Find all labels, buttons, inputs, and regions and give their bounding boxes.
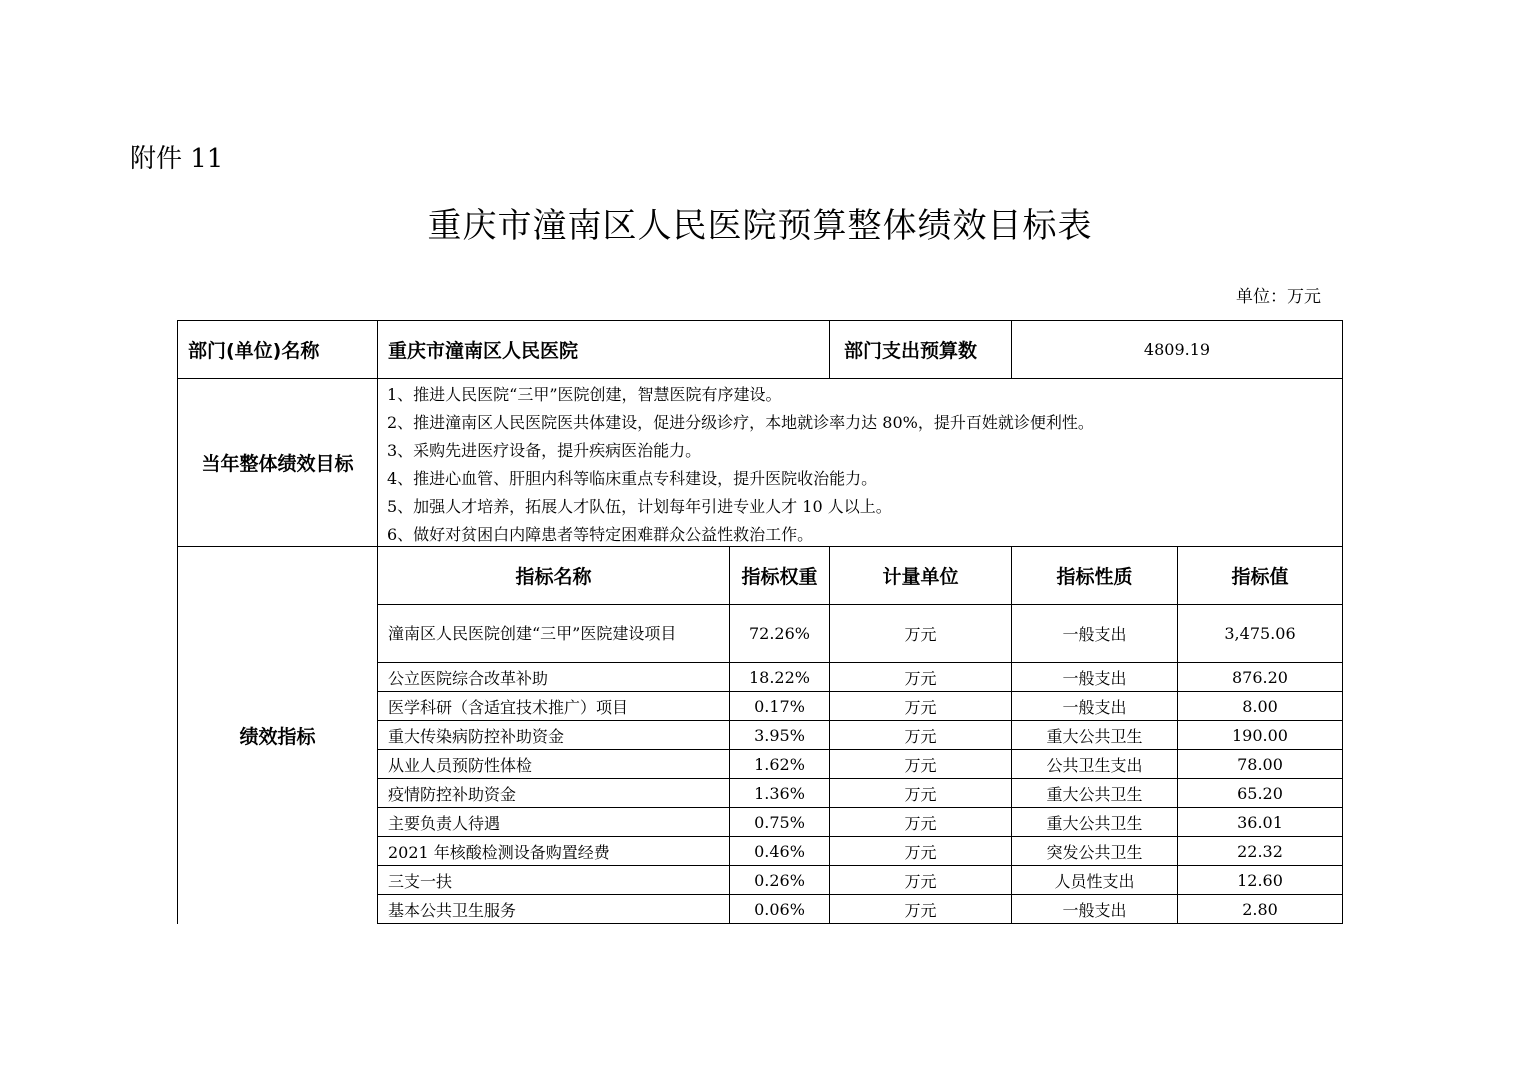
indicator-value: 190.00: [1232, 725, 1288, 745]
indicator-name-cell: [378, 837, 729, 865]
indicator-unit: 万元: [904, 842, 937, 862]
indicator-name: 三支一扶: [388, 871, 453, 891]
indicator-value: 12.60: [1237, 870, 1283, 890]
indicators-label: 绩效指标: [239, 726, 316, 748]
indicator-value: 22.32: [1237, 841, 1283, 861]
indicator-unit-cell: [830, 866, 1011, 894]
indicator-nature-cell: [1012, 605, 1177, 662]
indicator-value: 65.20: [1237, 783, 1283, 803]
goal-item: 5、加强人才培养，拓展人才队伍，计划每年引进专业人才 10 人以上。: [387, 497, 892, 516]
indicator-unit: 万元: [904, 625, 937, 644]
budget-value: 4809.19: [1143, 340, 1211, 359]
indicator-weight-cell: [730, 605, 829, 662]
indicator-nature-cell: [1012, 837, 1177, 865]
column-header-unit: 计量单位: [882, 566, 959, 588]
indicator-name-cell: [378, 692, 729, 720]
dept-name: 重庆市潼南区人民医院: [388, 340, 579, 362]
performance-target-table: [177, 320, 1343, 924]
indicator-value-cell: [1178, 605, 1342, 662]
indicator-weight: 0.46%: [754, 841, 805, 861]
indicator-value: 2.80: [1242, 899, 1278, 919]
indicator-unit-cell: [830, 750, 1011, 778]
indicator-nature: 重大公共卫生: [1046, 784, 1143, 804]
indicator-name-cell: [378, 895, 729, 923]
indicator-unit-cell: [830, 663, 1011, 691]
indicator-unit: 万元: [904, 668, 937, 688]
table-border-right: [1342, 320, 1343, 546]
goal-item: 1、推进人民医院“三甲”医院创建，智慧医院有序建设。: [387, 385, 782, 404]
indicator-name: 基本公共卫生服务: [388, 900, 517, 920]
indicator-nature: 公共卫生支出: [1046, 755, 1143, 775]
indicator-weight: 1.62%: [754, 754, 805, 774]
budget-label: 部门支出预算数: [844, 340, 978, 362]
indicator-weight-cell: [730, 866, 829, 894]
indicator-nature: 突发公共卫生: [1046, 842, 1143, 862]
indicator-nature: 一般支出: [1062, 697, 1127, 717]
column-header-nature: 指标性质: [1056, 566, 1133, 588]
indicator-unit-cell: [830, 779, 1011, 807]
indicator-name-cell: [378, 779, 729, 807]
indicator-nature: 一般支出: [1062, 900, 1127, 920]
indicator-name-cell: [378, 721, 729, 749]
indicator-weight: 3.95%: [754, 725, 805, 745]
indicator-name: 2021 年核酸检测设备购置经费: [388, 842, 610, 862]
indicator-weight-cell: [730, 895, 829, 923]
indicator-nature: 重大公共卫生: [1046, 726, 1143, 746]
indicator-name: 医学科研（含适宜技术推广）项目: [388, 697, 629, 717]
indicator-value: 78.00: [1237, 754, 1283, 774]
indicator-nature-cell: [1012, 779, 1177, 807]
indicator-weight: 0.75%: [754, 812, 805, 832]
goal-item: 4、推进心血管、肝胆内科等临床重点专科建设，提升医院收治能力。: [387, 469, 878, 488]
indicator-nature-cell: [1012, 721, 1177, 749]
indicator-name-cell: [378, 808, 729, 836]
indicator-weight: 1.36%: [754, 783, 805, 803]
column-header-name: 指标名称: [515, 566, 592, 588]
indicator-weight-cell: [730, 808, 829, 836]
indicator-name-cell: [378, 605, 729, 662]
goal-item: 6、做好对贫困白内障患者等特定困难群众公益性救治工作。: [387, 525, 814, 544]
column-header-weight: 指标权重: [741, 566, 818, 588]
indicator-unit: 万元: [904, 784, 937, 804]
indicator-unit-cell: [830, 721, 1011, 749]
indicator-weight-cell: [730, 692, 829, 720]
indicator-name: 重大传染病防控补助资金: [388, 726, 565, 746]
unit-label: 单位：万元: [1236, 287, 1321, 307]
indicator-value-cell: [1178, 779, 1342, 807]
indicator-unit: 万元: [904, 871, 937, 891]
indicator-nature-cell: [1012, 895, 1177, 923]
indicator-value-cell: [1178, 866, 1342, 894]
indicator-name-cell: [378, 866, 729, 894]
indicator-name-cell: [378, 663, 729, 691]
indicator-weight-cell: [730, 779, 829, 807]
indicator-name: 潼南区人民医院创建“三甲”医院建设项目: [388, 624, 677, 643]
indicator-nature-cell: [1012, 663, 1177, 691]
indicator-nature-cell: [1012, 750, 1177, 778]
page-title: 重庆市潼南区人民医院预算整体绩效目标表: [427, 206, 1093, 246]
indicator-weight: 18.22%: [748, 667, 810, 687]
indicator-unit: 万元: [904, 755, 937, 775]
indicator-value-cell: [1178, 692, 1342, 720]
goals-label: 当年整体绩效目标: [201, 453, 354, 475]
goal-item: 2、推进潼南区人民医院医共体建设，促进分级诊疗，本地就诊率力达 80%，提升百姓就诊便利性。: [387, 413, 1094, 432]
indicator-weight: 0.06%: [754, 899, 805, 919]
indicator-value: 876.20: [1232, 667, 1288, 687]
indicator-weight: 0.17%: [754, 696, 805, 716]
indicator-value: 36.01: [1237, 812, 1283, 832]
indicator-value: 3,475.06: [1224, 624, 1296, 643]
indicator-unit: 万元: [904, 813, 937, 833]
indicator-weight-cell: [730, 663, 829, 691]
indicator-value-cell: [1178, 663, 1342, 691]
table-rule: [1342, 546, 1343, 924]
indicator-unit-cell: [830, 808, 1011, 836]
goals-list: [387, 378, 1337, 546]
indicator-weight-cell: [730, 837, 829, 865]
indicator-weight: 72.26%: [748, 624, 810, 643]
indicator-nature: 重大公共卫生: [1046, 813, 1143, 833]
indicator-value-cell: [1178, 721, 1342, 749]
dept-label: 部门(单位)名称: [188, 340, 320, 362]
indicator-name: 疫情防控补助资金: [388, 784, 517, 804]
indicator-value-cell: [1178, 895, 1342, 923]
indicator-nature: 一般支出: [1062, 668, 1127, 688]
indicator-unit-cell: [830, 895, 1011, 923]
indicator-weight-cell: [730, 750, 829, 778]
indicator-unit: 万元: [904, 726, 937, 746]
indicator-unit-cell: [830, 605, 1011, 662]
indicator-nature-cell: [1012, 808, 1177, 836]
indicator-weight: 0.26%: [754, 870, 805, 890]
indicator-nature: 一般支出: [1062, 625, 1127, 644]
indicator-nature: 人员性支出: [1054, 871, 1135, 891]
indicator-nature-cell: [1012, 692, 1177, 720]
indicator-unit: 万元: [904, 697, 937, 717]
indicator-name: 公立医院综合改革补助: [388, 668, 549, 688]
indicator-name: 主要负责人待遇: [388, 813, 501, 833]
indicator-name-cell: [378, 750, 729, 778]
indicator-unit-cell: [830, 837, 1011, 865]
indicator-value-cell: [1178, 837, 1342, 865]
indicator-value-cell: [1178, 750, 1342, 778]
indicator-value-cell: [1178, 808, 1342, 836]
column-header-value: 指标值: [1231, 566, 1289, 588]
indicator-unit-cell: [830, 692, 1011, 720]
goal-item: 3、采购先进医疗设备，提升疾病医治能力。: [387, 441, 702, 460]
indicator-unit: 万元: [904, 900, 937, 920]
indicator-weight-cell: [730, 721, 829, 749]
table-rule: [377, 923, 1343, 924]
indicator-name: 从业人员预防性体检: [388, 755, 533, 775]
indicator-value: 8.00: [1242, 696, 1278, 716]
indicator-nature-cell: [1012, 866, 1177, 894]
attachment-label: 附件 11: [130, 144, 224, 174]
